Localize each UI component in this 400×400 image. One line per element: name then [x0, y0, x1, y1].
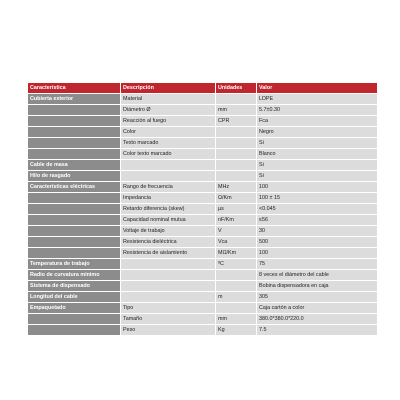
description-cell: Diámetro Ø: [121, 105, 215, 115]
table-row: [28, 237, 377, 247]
characteristic-cell: Empaquetado: [28, 303, 120, 313]
table-row: [28, 303, 377, 313]
unit-cell: [216, 94, 256, 104]
characteristic-cell: [28, 138, 120, 148]
table-row: [28, 204, 377, 214]
unit-cell: [216, 138, 256, 148]
value-cell: Si: [257, 160, 377, 170]
characteristic-cell: Cable de masa: [28, 160, 120, 170]
characteristic-cell: [28, 325, 120, 335]
value-cell: Blanco: [257, 149, 377, 159]
characteristic-cell: [28, 204, 120, 214]
unit-cell: mm: [216, 105, 256, 115]
unit-cell: V: [216, 226, 256, 236]
table-row: [28, 160, 377, 170]
value-cell: Fca: [257, 116, 377, 126]
characteristic-cell: [28, 226, 120, 236]
description-cell: Texto marcado: [121, 138, 215, 148]
value-cell: 100 ± 15: [257, 193, 377, 203]
unit-cell: MHz: [216, 182, 256, 192]
description-cell: Tamaño: [121, 314, 215, 324]
value-cell: Si: [257, 171, 377, 181]
description-cell: Resistencia dieléctrica: [121, 237, 215, 247]
characteristic-cell: Cubierta exterior: [28, 94, 120, 104]
description-cell: Retardo diferencia (skew): [121, 204, 215, 214]
table-row: [28, 226, 377, 236]
table-row: [28, 182, 377, 192]
unit-cell: m: [216, 292, 256, 302]
table-row: [28, 292, 377, 302]
table-row: [28, 281, 377, 291]
characteristic-cell: Características eléctricas: [28, 182, 120, 192]
characteristic-cell: [28, 193, 120, 203]
description-cell: Peso: [121, 325, 215, 335]
unit-cell: Vca: [216, 237, 256, 247]
unit-cell: Ω/Km: [216, 193, 256, 203]
characteristic-cell: [28, 314, 120, 324]
unit-cell: nF/Km: [216, 215, 256, 225]
table-row: [28, 248, 377, 258]
characteristic-cell: Sistema de dispensado: [28, 281, 120, 291]
unit-cell: Kg: [216, 325, 256, 335]
description-cell: Resistencia de aislamiento: [121, 248, 215, 258]
description-cell: Reacción al fuego: [121, 116, 215, 126]
characteristic-cell: Radio de curvatura mínimo: [28, 270, 120, 280]
description-cell: Impedancia: [121, 193, 215, 203]
unit-cell: µs: [216, 204, 256, 214]
table-row: [28, 94, 377, 104]
description-cell: [121, 292, 215, 302]
value-cell: 305: [257, 292, 377, 302]
description-cell: Voltaje de trabajo: [121, 226, 215, 236]
table-row: [28, 270, 377, 280]
table-row: [28, 116, 377, 126]
description-cell: [121, 259, 215, 269]
description-cell: [121, 270, 215, 280]
description-cell: [121, 160, 215, 170]
spec-table: [27, 82, 378, 336]
unit-cell: [216, 171, 256, 181]
value-cell: 100: [257, 248, 377, 258]
value-cell: 7.5: [257, 325, 377, 335]
value-cell: 100: [257, 182, 377, 192]
table-header-row: [28, 83, 377, 93]
table-row: [28, 149, 377, 159]
table-body: [28, 94, 377, 335]
unit-cell: [216, 270, 256, 280]
unit-cell: [216, 281, 256, 291]
characteristic-cell: [28, 248, 120, 258]
value-cell: <0.045: [257, 204, 377, 214]
characteristic-cell: [28, 237, 120, 247]
table-row: [28, 127, 377, 137]
characteristic-cell: [28, 127, 120, 137]
characteristic-cell: [28, 215, 120, 225]
value-cell: 380.0*380.0*220.0: [257, 314, 377, 324]
value-cell: 500: [257, 237, 377, 247]
table-row: [28, 171, 377, 181]
description-cell: Color: [121, 127, 215, 137]
value-cell: LDPE: [257, 94, 377, 104]
description-cell: Capacidad nominal mutua: [121, 215, 215, 225]
value-cell: 75: [257, 259, 377, 269]
value-cell: Bobina dispensadora en caja: [257, 281, 377, 291]
unit-cell: [216, 160, 256, 170]
value-cell: Caja cartón a color: [257, 303, 377, 313]
characteristic-cell: [28, 105, 120, 115]
value-cell: 30: [257, 226, 377, 236]
table-row: [28, 325, 377, 335]
table-row: [28, 314, 377, 324]
unit-cell: mm: [216, 314, 256, 324]
header-unidades: Unidades: [216, 83, 256, 93]
header-valor: Valor: [257, 83, 377, 93]
value-cell: 5.7±0.30: [257, 105, 377, 115]
characteristic-cell: [28, 116, 120, 126]
description-cell: [121, 171, 215, 181]
unit-cell: MΩ/Km: [216, 248, 256, 258]
table-row: [28, 105, 377, 115]
description-cell: Color texto marcado: [121, 149, 215, 159]
header-descripcion: Descripción: [121, 83, 215, 93]
table-row: [28, 259, 377, 269]
value-cell: Negro: [257, 127, 377, 137]
characteristic-cell: Longitud del cable: [28, 292, 120, 302]
table-row: [28, 215, 377, 225]
unit-cell: [216, 303, 256, 313]
characteristic-cell: Temperatura de trabajo: [28, 259, 120, 269]
unit-cell: [216, 127, 256, 137]
description-cell: Material: [121, 94, 215, 104]
value-cell: 8 veces el diámetro del cable: [257, 270, 377, 280]
unit-cell: ºC: [216, 259, 256, 269]
header-caracteristica: Característica: [28, 83, 120, 93]
table-row: [28, 138, 377, 148]
characteristic-cell: [28, 149, 120, 159]
value-cell: ≤56: [257, 215, 377, 225]
description-cell: Rango de frecuencia: [121, 182, 215, 192]
description-cell: Tipo: [121, 303, 215, 313]
characteristic-cell: Hilo de rasgado: [28, 171, 120, 181]
unit-cell: [216, 149, 256, 159]
description-cell: [121, 281, 215, 291]
unit-cell: CPR: [216, 116, 256, 126]
value-cell: Si: [257, 138, 377, 148]
table-row: [28, 193, 377, 203]
